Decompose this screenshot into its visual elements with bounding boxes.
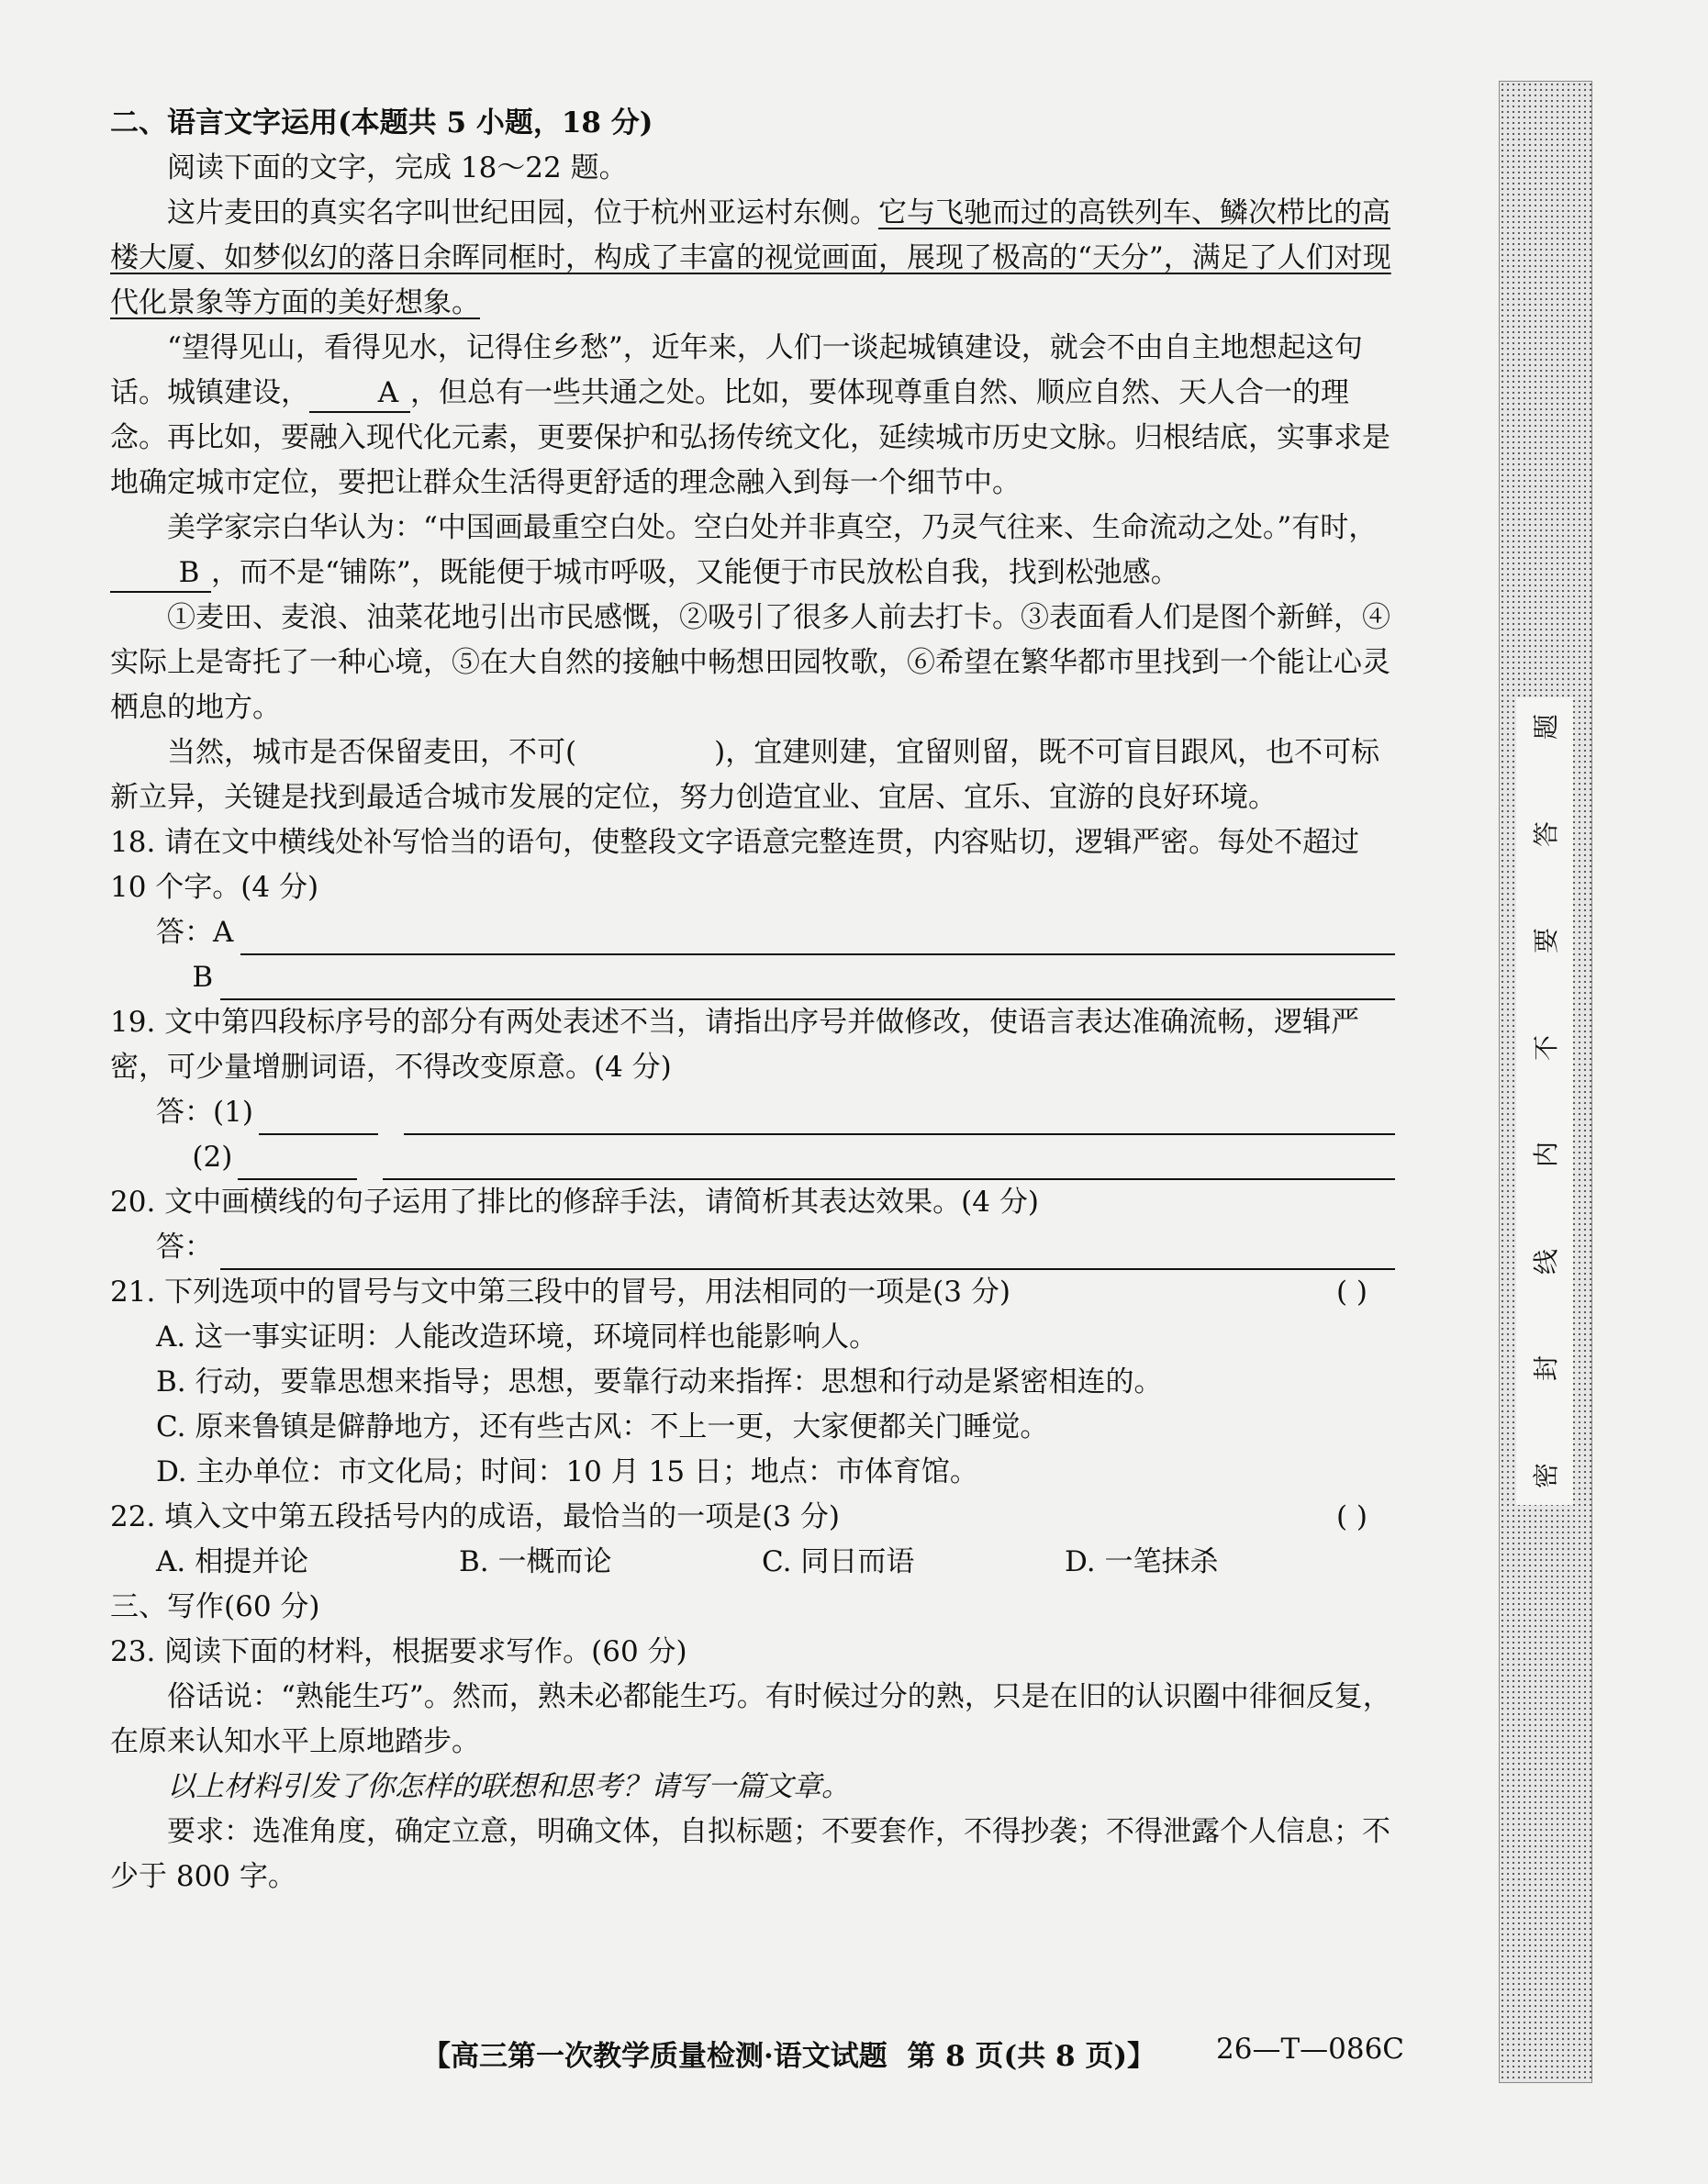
passage-paragraph-2: [110, 326, 1395, 506]
seal-char: 要: [1530, 928, 1561, 954]
para5-text: 当然，城市是否保留麦田，不可(: [167, 736, 577, 769]
answer-label: B: [156, 961, 214, 994]
option-b: B. 一概而论: [459, 1545, 612, 1578]
seal-char: 内: [1530, 1142, 1561, 1168]
answer-20[interactable]: [156, 1225, 1395, 1270]
seal-char: 不: [1530, 1034, 1561, 1061]
answer-line[interactable]: [220, 971, 1395, 1000]
option-a: A. 相提并论: [156, 1545, 309, 1578]
underlined-sentence: 它与飞驰而过的高铁列车、鳞次栉比的高楼大厦、如梦似幻的落日余晖同框时，构成了丰富的视觉画面，展现了极高的“天分”，满足了人们对现代化景象等方面的美好想象。: [110, 196, 1391, 319]
answer-line[interactable]: [383, 1151, 1395, 1180]
para2-text: “望得见山，看得见水，记得住乡愁”，近年来，人们一谈起城镇建设，就会不由自主地想起这句话。城镇建设，: [110, 331, 1363, 409]
answer-19-2[interactable]: [156, 1135, 1395, 1180]
answer-line[interactable]: [240, 926, 1395, 955]
option-c: C. 原来鲁镇是僻静地方，还有些古风：不上一更，大家便都关门睡觉。: [156, 1410, 1049, 1443]
writing-prompt: 以上材料引发了你怎样的联想和思考？请写一篇文章。: [167, 1770, 850, 1803]
seal-char: 密: [1530, 1462, 1561, 1488]
writing-material: 俗话说：“熟能生巧”。然而，熟未必都能生巧。有时候过分的熟，只是在旧的认识圈中徘徊反复，在原来认知水平上原地踏步。: [110, 1680, 1391, 1758]
para1-text: 这片麦田的真实名字叫世纪田园，位于杭州亚运村东侧。: [167, 196, 878, 229]
seal-char: 封: [1530, 1355, 1561, 1382]
question-18: 18. 请在文中横线处补写恰当的语句，使整段文字语意完整连贯，内容贴切，逻辑严密。每处不超过 10 个字。(4 分): [110, 826, 1360, 904]
seal-line-notice: [1516, 697, 1573, 1505]
instruction: 阅读下面的文字，完成 18～22 题。: [167, 151, 628, 184]
page-footer: 【高三第一次教学质量检测·语文试题 第 8 页(共 8 页)】: [422, 2040, 1156, 2073]
para3-text-cont: ，而不是“铺陈”，既能便于城市呼吸，又能便于市民放松自我，找到松弛感。: [211, 556, 1179, 589]
answer-19-1[interactable]: [156, 1090, 1395, 1135]
seal-char: 题: [1530, 713, 1561, 741]
answer-line[interactable]: [404, 1106, 1395, 1135]
answer-label: 答：(1): [156, 1096, 253, 1129]
option-d: D. 主办单位：市文化局；时间：10 月 15 日；地点：市体育馆。: [156, 1455, 978, 1488]
blank-b: B: [110, 554, 211, 593]
answer-label: 答：A: [156, 916, 234, 949]
option-b: B. 行动，要靠思想来指导；思想，要靠行动来指挥：思想和行动是紧密相连的。: [156, 1365, 1163, 1398]
blank-a: A: [309, 374, 410, 413]
answer-paren[interactable]: ( ): [1335, 1500, 1368, 1533]
section-heading: 二、语言文字运用(本题共 5 小题，18 分): [110, 106, 653, 139]
answer-short-line[interactable]: [238, 1151, 357, 1180]
question-23: 23. 阅读下面的材料，根据要求写作。(60 分): [110, 1635, 687, 1668]
section-heading: 三、写作(60 分): [110, 1590, 320, 1623]
options-row: [156, 1540, 1395, 1585]
para3-text: 美学家宗白华认为：“中国画最重空白处。空白处并非真空，乃灵气往来、生命流动之处。”有时，: [167, 511, 1378, 544]
exam-content: [110, 101, 1395, 1900]
passage-paragraph-4: ①麦田、麦浪、油菜花地引出市民感慨，②吸引了很多人前去打卡。③表面看人们是图个新鲜，④实际上是寄托了一种心境，⑤在大自然的接触中畅想田园牧歌，⑥希望在繁华都市里找到一个能让心灵栖息的地方。: [110, 601, 1390, 724]
writing-requirements: 要求：选准角度，确定立意，明确文体，自拟标题；不要套作，不得抄袭；不得泄露个人信息；不少于 800 字。: [110, 1815, 1390, 1893]
question-22: [110, 1495, 1395, 1540]
question-20: 20. 文中画横线的句子运用了排比的修辞手法，请简析其表达效果。(4 分): [110, 1186, 1039, 1219]
option-d: D. 一笔抹杀: [1065, 1545, 1219, 1578]
question-21: [110, 1270, 1395, 1315]
seal-char: 线: [1530, 1248, 1561, 1275]
answer-18-a[interactable]: [156, 910, 1395, 955]
answer-label: (2): [156, 1141, 233, 1174]
paper-code: 26—T—086C: [1216, 2033, 1405, 2066]
para2-text-cont: ，但总有一些共通之处。比如，要体现尊重自然、顺应自然、天人合一的理念。再比如，要融入现代化元素，更要保护和弘扬传统文化，延续城市历史文脉。归根结底，实事求是地确定城市定位，要把让群众生活得更舒适的理念融入到每一个细节中。: [110, 376, 1390, 499]
answer-paren[interactable]: ( ): [1335, 1276, 1368, 1309]
option-a: A. 这一事实证明：人能改造环境，环境同样也能影响人。: [156, 1320, 878, 1354]
answer-18-b[interactable]: [156, 955, 1395, 1000]
passage-paragraph-3: [110, 506, 1395, 596]
passage-paragraph-1: [110, 191, 1395, 326]
answer-label: 答：: [156, 1231, 213, 1264]
para5-text-cont: )，宜建则建，宜留则留，既不可盲目跟风，也不可标新立异，关键是找到最适合城市发展的定位，努力创造宜业、宜居、宜乐、宜游的良好环境。: [110, 736, 1380, 814]
question-22-text: 22. 填入文中第五段括号内的成语，最恰当的一项是(3 分): [110, 1500, 840, 1533]
question-19: 19. 文中第四段标序号的部分有两处表述不当，请指出序号并做修改，使语言表达准确流畅，逻辑严密，可少量增删词语，不得改变原意。(4 分): [110, 1006, 1360, 1084]
answer-line[interactable]: [220, 1241, 1395, 1270]
answer-short-line[interactable]: [259, 1106, 378, 1135]
seal-char: 答: [1530, 820, 1561, 847]
passage-paragraph-5: [110, 730, 1395, 820]
option-c: C. 同日而语: [762, 1545, 915, 1578]
question-21-text: 21. 下列选项中的冒号与文中第三段中的冒号，用法相同的一项是(3 分): [110, 1276, 1010, 1309]
